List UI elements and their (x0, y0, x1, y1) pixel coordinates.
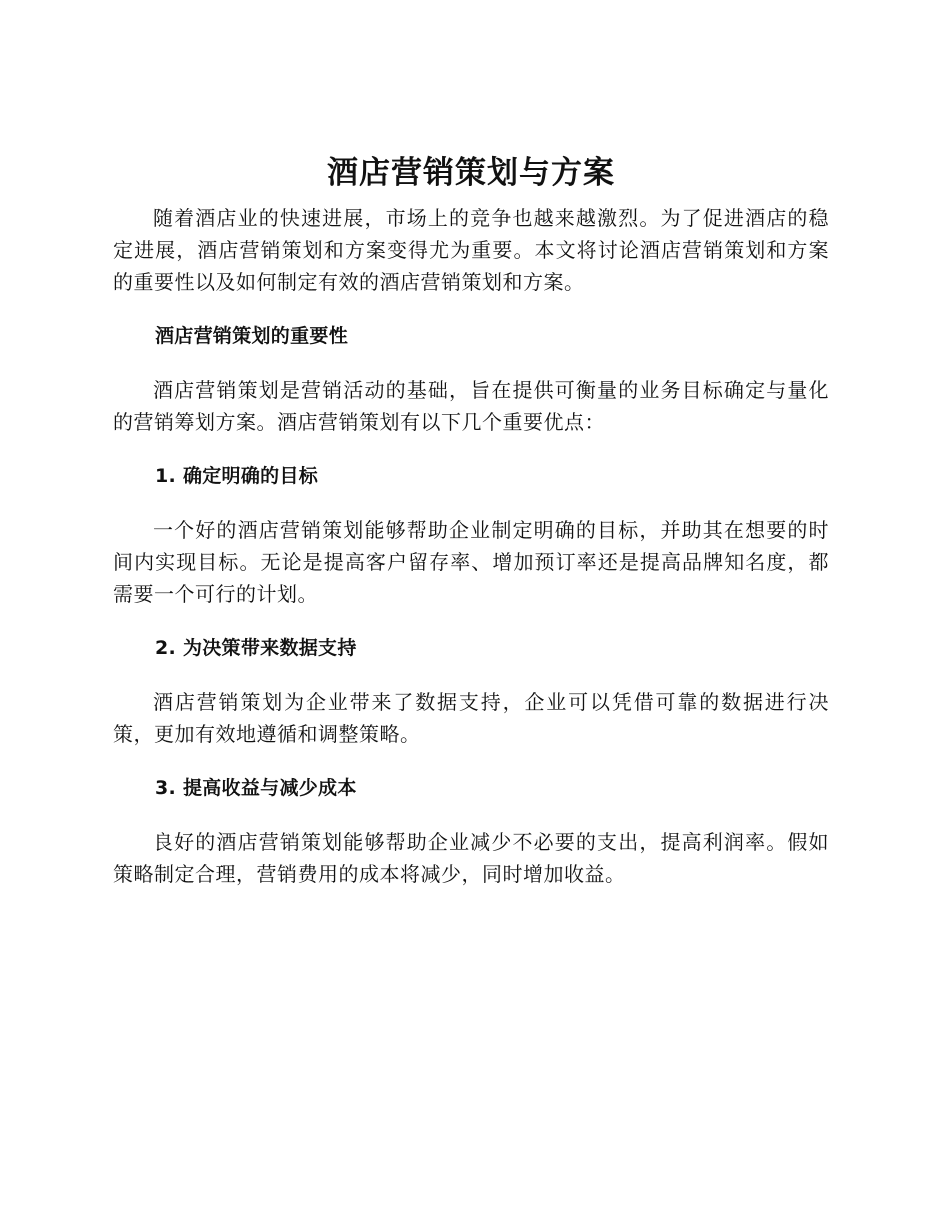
point-paragraph-2: 酒店营销策划为企业带来了数据支持，企业可以凭借可靠的数据进行决策，更加有效地遵循和调整策略。 (113, 690, 829, 746)
point-heading-1: 1. 确定明确的目标 (155, 465, 319, 487)
point-heading-2: 2. 为决策带来数据支持 (155, 637, 357, 659)
point-heading-3: 3. 提高收益与减少成本 (155, 777, 357, 799)
document-title: 酒店营销策划与方案 (327, 155, 615, 191)
section-heading-importance: 酒店营销策划的重要性 (155, 325, 349, 347)
point-paragraph-3: 良好的酒店营销策划能够帮助企业减少不必要的支出，提高利润率。假如策略制定合理，营销费用的成本将减少，同时增加收益。 (113, 830, 829, 886)
intro-paragraph: 随着酒店业的快速进展，市场上的竞争也越来越激烈。为了促进酒店的稳定进展，酒店营销策划和方案变得尤为重要。本文将讨论酒店营销策划和方案的重要性以及如何制定有效的酒店营销策划和方案。 (113, 206, 829, 294)
document-content (113, 150, 829, 890)
section-paragraph-importance: 酒店营销策划是营销活动的基础，旨在提供可衡量的业务目标确定与量化的营销筹划方案。酒店营销策划有以下几个重要优点： (113, 378, 829, 434)
point-paragraph-1: 一个好的酒店营销策划能够帮助企业制定明确的目标，并助其在想要的时间内实现目标。无论是提高客户留存率、增加预订率还是提高品牌知名度，都需要一个可行的计划。 (113, 518, 829, 606)
